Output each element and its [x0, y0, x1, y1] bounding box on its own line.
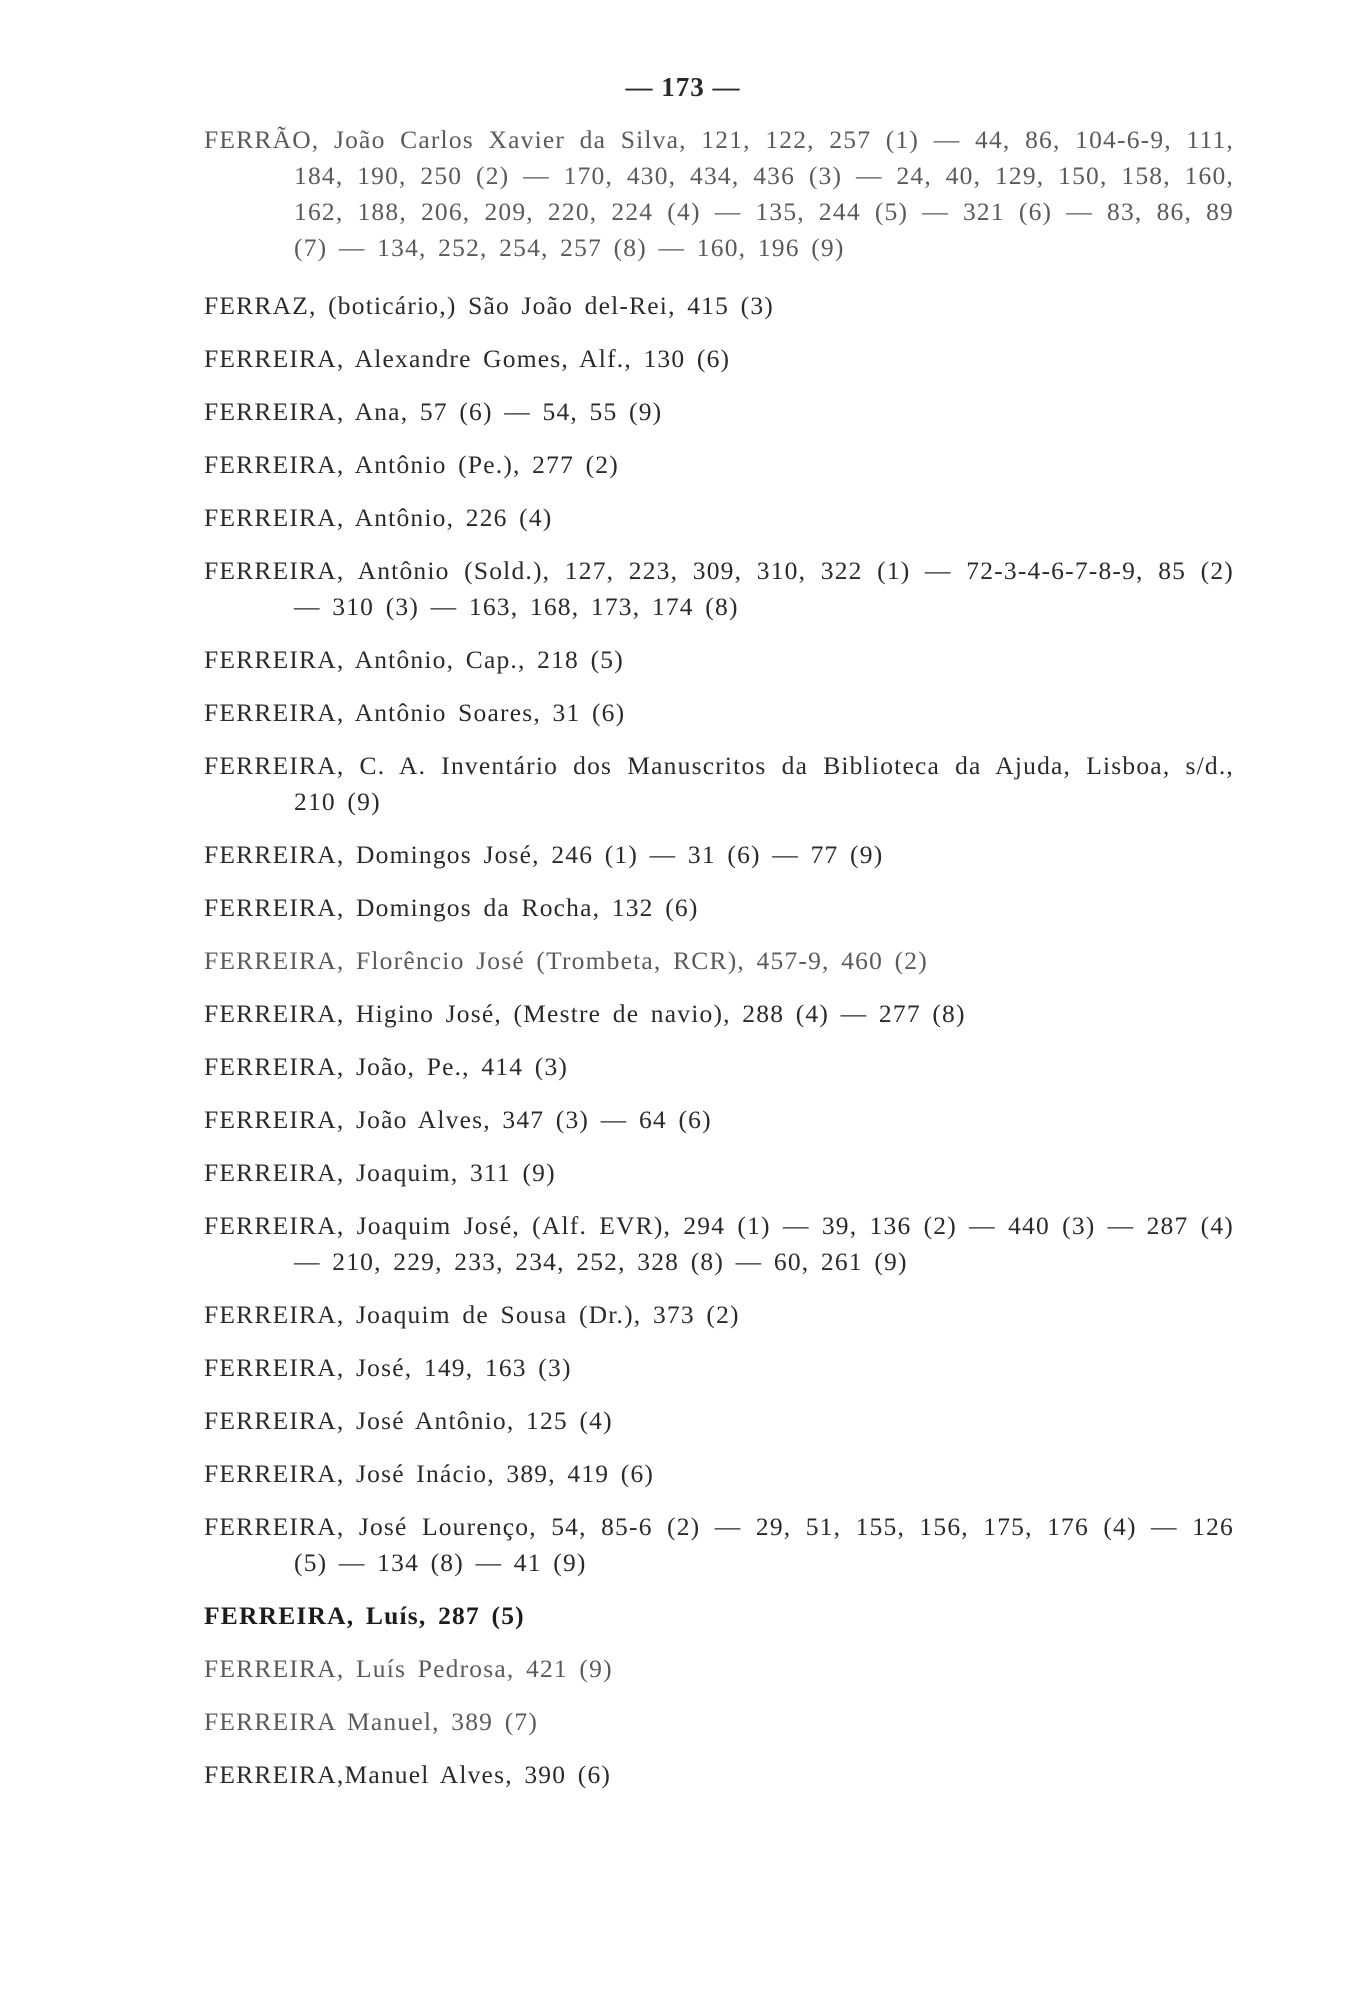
- index-entry: FERREIRA, Alexandre Gomes, Alf., 130 (6): [204, 344, 731, 373]
- page-number: — 173 —: [625, 72, 741, 102]
- index-entry: FERREIRA, José Inácio, 389, 419 (6): [204, 1459, 655, 1488]
- index-entry: FERRÃO, João Carlos Xavier da Silva, 121, 122, 257 (1) — 44, 86, 104-6-9, 111, 184, 190, 250 (2) — 170, 430, 434, 436 (3) — 24, 40, 129, 150, 158, 160, 162, 188, 206, 209, 220, 224 (4) — 135, 244 (5) — 321 (6) — 83, 86, 89 (7) — 134, 252, 254, 257 (8) — 160, 196 (9): [204, 125, 1234, 262]
- index-list: [204, 122, 1234, 1810]
- index-entry: FERREIRA, Antônio, 226 (4): [204, 503, 553, 532]
- index-entry: FERREIRA, C. A. Inventário dos Manuscritos da Biblioteca da Ajuda, Lisboa, s/d., 210 (9): [204, 751, 1234, 816]
- index-entry: FERREIRA, João, Pe., 414 (3): [204, 1052, 569, 1081]
- index-entry: FERREIRA, José, 149, 163 (3): [204, 1353, 572, 1382]
- index-entry: FERREIRA, Joaquim de Sousa (Dr.), 373 (2): [204, 1300, 740, 1329]
- index-entry: FERREIRA, José Lourenço, 54, 85-6 (2) — 29, 51, 155, 156, 175, 176 (4) — 126 (5) — 134 (8) — 41 (9): [204, 1512, 1234, 1577]
- index-entry: FERREIRA, João Alves, 347 (3) — 64 (6): [204, 1105, 712, 1134]
- index-entry: FERREIRA, Joaquim José, (Alf. EVR), 294 (1) — 39, 136 (2) — 440 (3) — 287 (4) — 210, 229, 233, 234, 252, 328 (8) — 60, 261 (9): [204, 1211, 1234, 1276]
- index-entry: FERREIRA, Luís, 287 (5): [204, 1601, 525, 1630]
- index-entry: FERREIRA, Antônio Soares, 31 (6): [204, 698, 626, 727]
- index-entry: FERREIRA, Florêncio José (Trombeta, RCR), 457-9, 460 (2): [204, 946, 928, 975]
- index-entry: FERREIRA, Joaquim, 311 (9): [204, 1158, 556, 1187]
- index-entry: FERREIRA, Antônio (Pe.), 277 (2): [204, 450, 619, 479]
- index-entry: FERREIRA,Manuel Alves, 390 (6): [204, 1760, 612, 1789]
- index-entry: FERREIRA, Antônio, Cap., 218 (5): [204, 645, 624, 674]
- index-entry: FERREIRA, Luís Pedrosa, 421 (9): [204, 1654, 613, 1683]
- index-entry: FERREIRA, Antônio (Sold.), 127, 223, 309, 310, 322 (1) — 72-3-4-6-7-8-9, 85 (2) — 310 (3) — 163, 168, 173, 174 (8): [204, 556, 1234, 621]
- index-entry: FERREIRA Manuel, 389 (7): [204, 1707, 539, 1736]
- index-entry: FERREIRA, Domingos da Rocha, 132 (6): [204, 893, 699, 922]
- index-entry: FERREIRA, Domingos José, 246 (1) — 31 (6) — 77 (9): [204, 840, 884, 869]
- index-entry: FERREIRA, Higino José, (Mestre de navio), 288 (4) — 277 (8): [204, 999, 966, 1028]
- index-entry: FERRAZ, (boticário,) São João del-Rei, 415 (3): [204, 291, 774, 320]
- index-entry: FERREIRA, Ana, 57 (6) — 54, 55 (9): [204, 397, 663, 426]
- index-entry: FERREIRA, José Antônio, 125 (4): [204, 1406, 613, 1435]
